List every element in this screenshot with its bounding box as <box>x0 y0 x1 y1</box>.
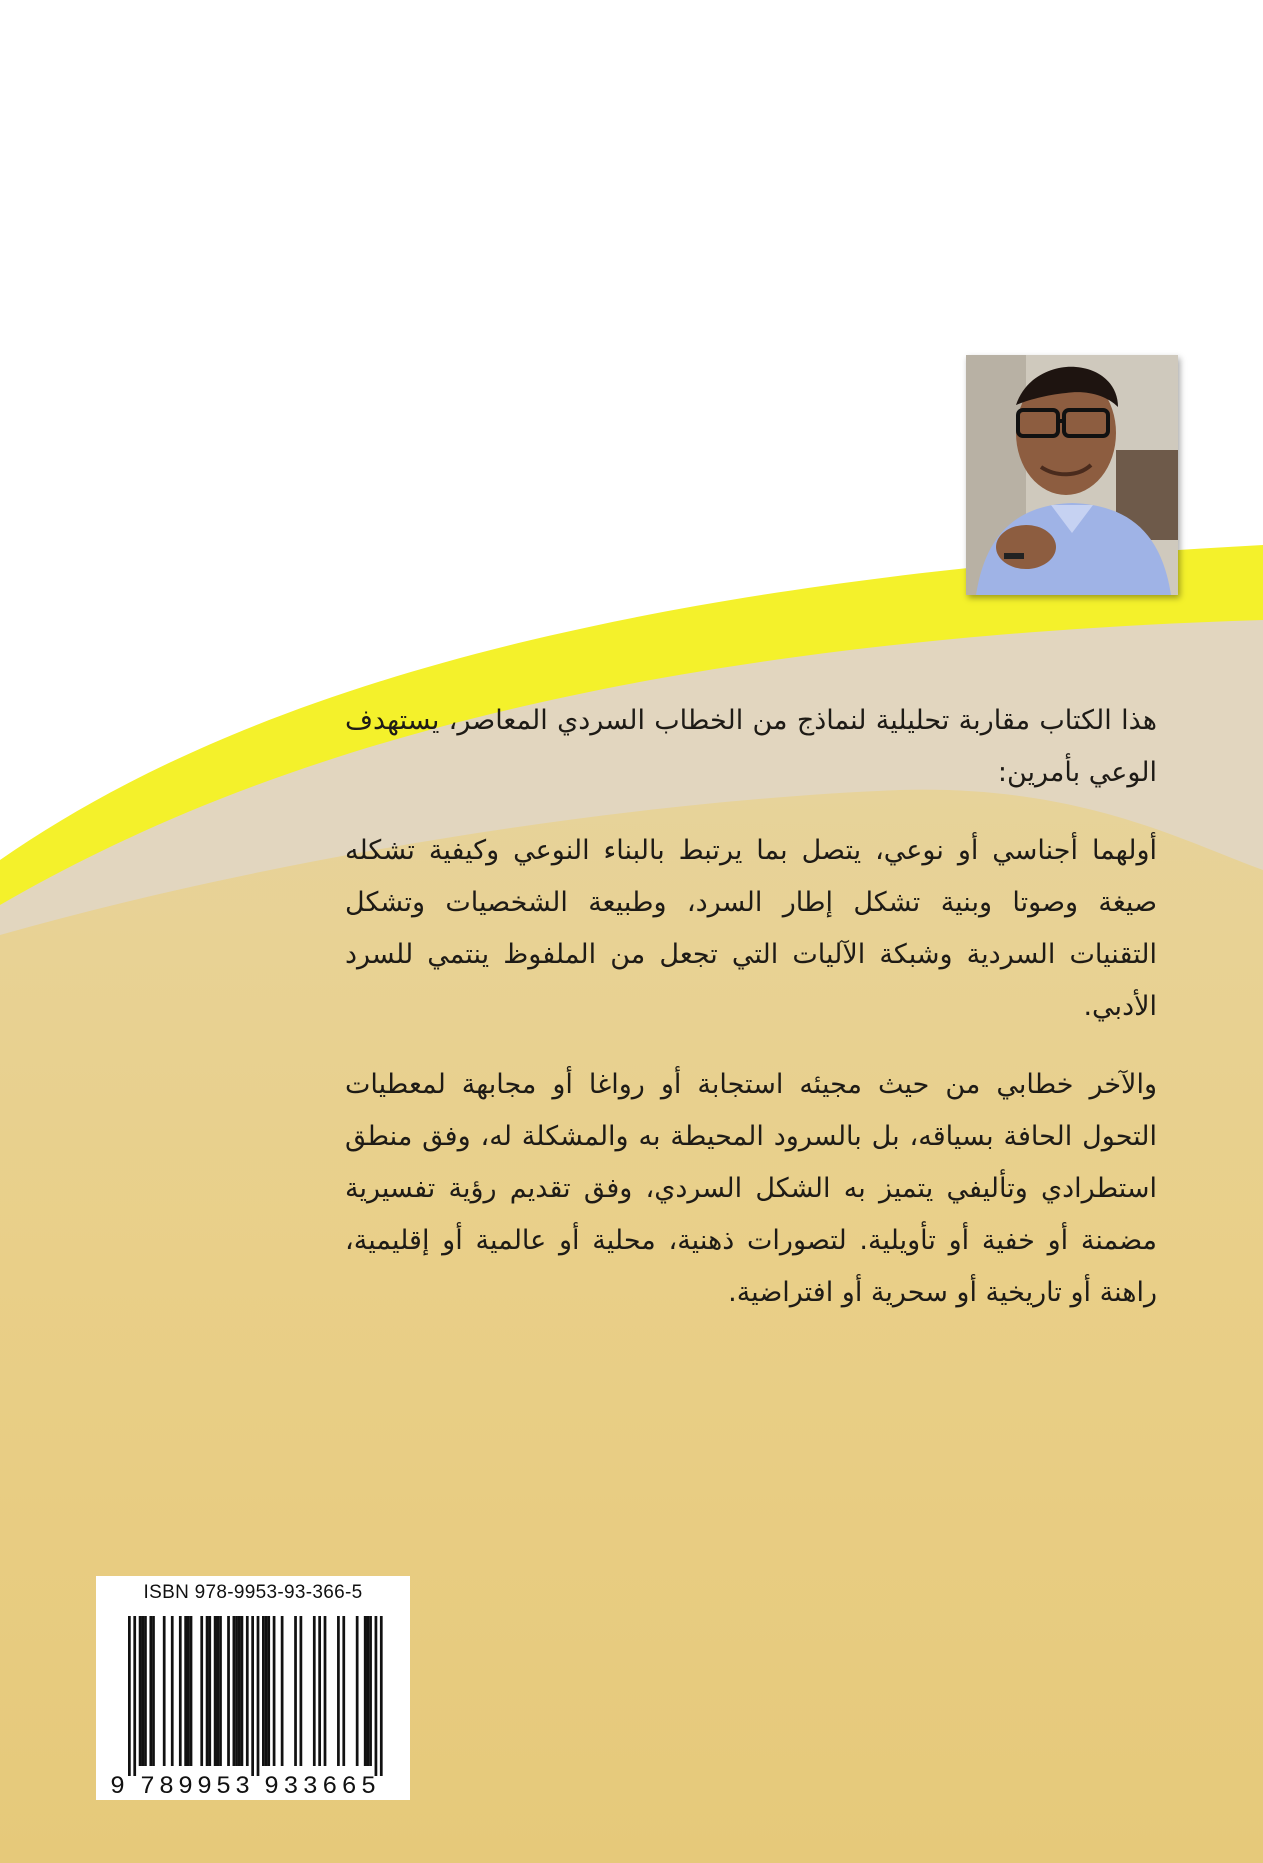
barcode-bar <box>139 1616 142 1766</box>
barcode-bar <box>318 1616 321 1766</box>
barcode-bar <box>364 1616 367 1766</box>
barcode-bar <box>300 1616 303 1766</box>
author-portrait-icon <box>966 355 1178 595</box>
barcode-bar <box>294 1616 297 1766</box>
barcode-bar <box>241 1616 244 1766</box>
barcode-bar <box>216 1616 219 1766</box>
barcode-bar <box>251 1616 254 1776</box>
barcode-bar <box>141 1616 144 1766</box>
barcode-bar <box>208 1616 211 1766</box>
barcode-bar <box>184 1616 187 1766</box>
barcode-bar <box>227 1616 230 1766</box>
barcode-bar <box>356 1616 359 1766</box>
barcode-bar <box>246 1616 249 1766</box>
barcode-bar <box>367 1616 370 1766</box>
barcode-bar <box>163 1616 166 1766</box>
ean-barcode <box>106 1612 402 1798</box>
barcode-bar <box>128 1616 131 1776</box>
barcode-bar <box>200 1616 203 1766</box>
barcode-bar <box>235 1616 238 1766</box>
barcode-bar <box>187 1616 190 1766</box>
barcode-bars <box>128 1616 383 1776</box>
barcode-bar <box>206 1616 209 1766</box>
barcode-bar <box>257 1616 260 1776</box>
barcode-bar <box>214 1616 217 1766</box>
barcode-bar <box>149 1616 152 1766</box>
barcode-bar <box>179 1616 182 1766</box>
barcode-bar <box>273 1616 276 1766</box>
barcode-bar <box>342 1616 345 1766</box>
barcode-digits-right: 933665 <box>264 1772 376 1798</box>
back-cover-blurb <box>345 695 1157 1345</box>
barcode-bar <box>144 1616 147 1766</box>
barcode-bar <box>238 1616 241 1766</box>
barcode-bar <box>219 1616 222 1766</box>
blurb-first-point: أولهما أجناسي أو نوعي، يتصل بما يرتبط بالبناء النوعي وكيفية تشكله صيغة وصوتا وبنية تشكل إطار السرد، وطبيعة الشخصيات وتشكل التقنيات السردية وشبكة الآليات التي تجعل من الملفوظ ينتمي للسرد الأدبي. <box>345 835 1157 1022</box>
barcode-bar <box>281 1616 284 1766</box>
isbn-label: ISBN 978-9953-93-366-5 <box>143 1582 363 1603</box>
barcode-bar <box>171 1616 174 1766</box>
barcode-bar <box>324 1616 327 1766</box>
barcode-bar <box>265 1616 268 1766</box>
barcode-digits-left: 789953 <box>140 1772 250 1798</box>
blurb-intro: هذا الكتاب مقاربة تحليلية لنماذج من الخطاب السردي المعاصر، يستهدف الوعي بأمرين: <box>345 705 1157 788</box>
isbn-barcode-block <box>96 1576 410 1800</box>
barcode-bar <box>375 1616 378 1776</box>
barcode-bar <box>133 1616 136 1776</box>
barcode-bar <box>190 1616 193 1766</box>
blurb-second-point: والآخر خطابي من حيث مجيئه استجابة أو رواغا أو مجابهة لمعطيات التحول الحافة بسياقه، بل بالسرود المحيطة به والمشكلة له، وفق منطق استطرادي وتأليفي يتميز به الشكل السردي، وفق تقديم رؤية تفسيرية مضمنة أو خفية أو تأويلية. لتصورات ذهنية، محلية أو عالمية أو إقليمية، راهنة أو تاريخية أو سحرية أو افتراضية. <box>345 1069 1157 1308</box>
barcode-digit-lead: 9 <box>110 1772 126 1798</box>
barcode-bar <box>313 1616 316 1766</box>
author-photo <box>966 355 1178 595</box>
barcode-bar <box>380 1616 383 1776</box>
barcode-bar <box>262 1616 265 1766</box>
barcode-bar <box>233 1616 236 1766</box>
barcode-bar <box>152 1616 155 1766</box>
barcode-bar <box>337 1616 340 1766</box>
barcode-bar <box>369 1616 372 1766</box>
barcode-bar <box>267 1616 270 1766</box>
